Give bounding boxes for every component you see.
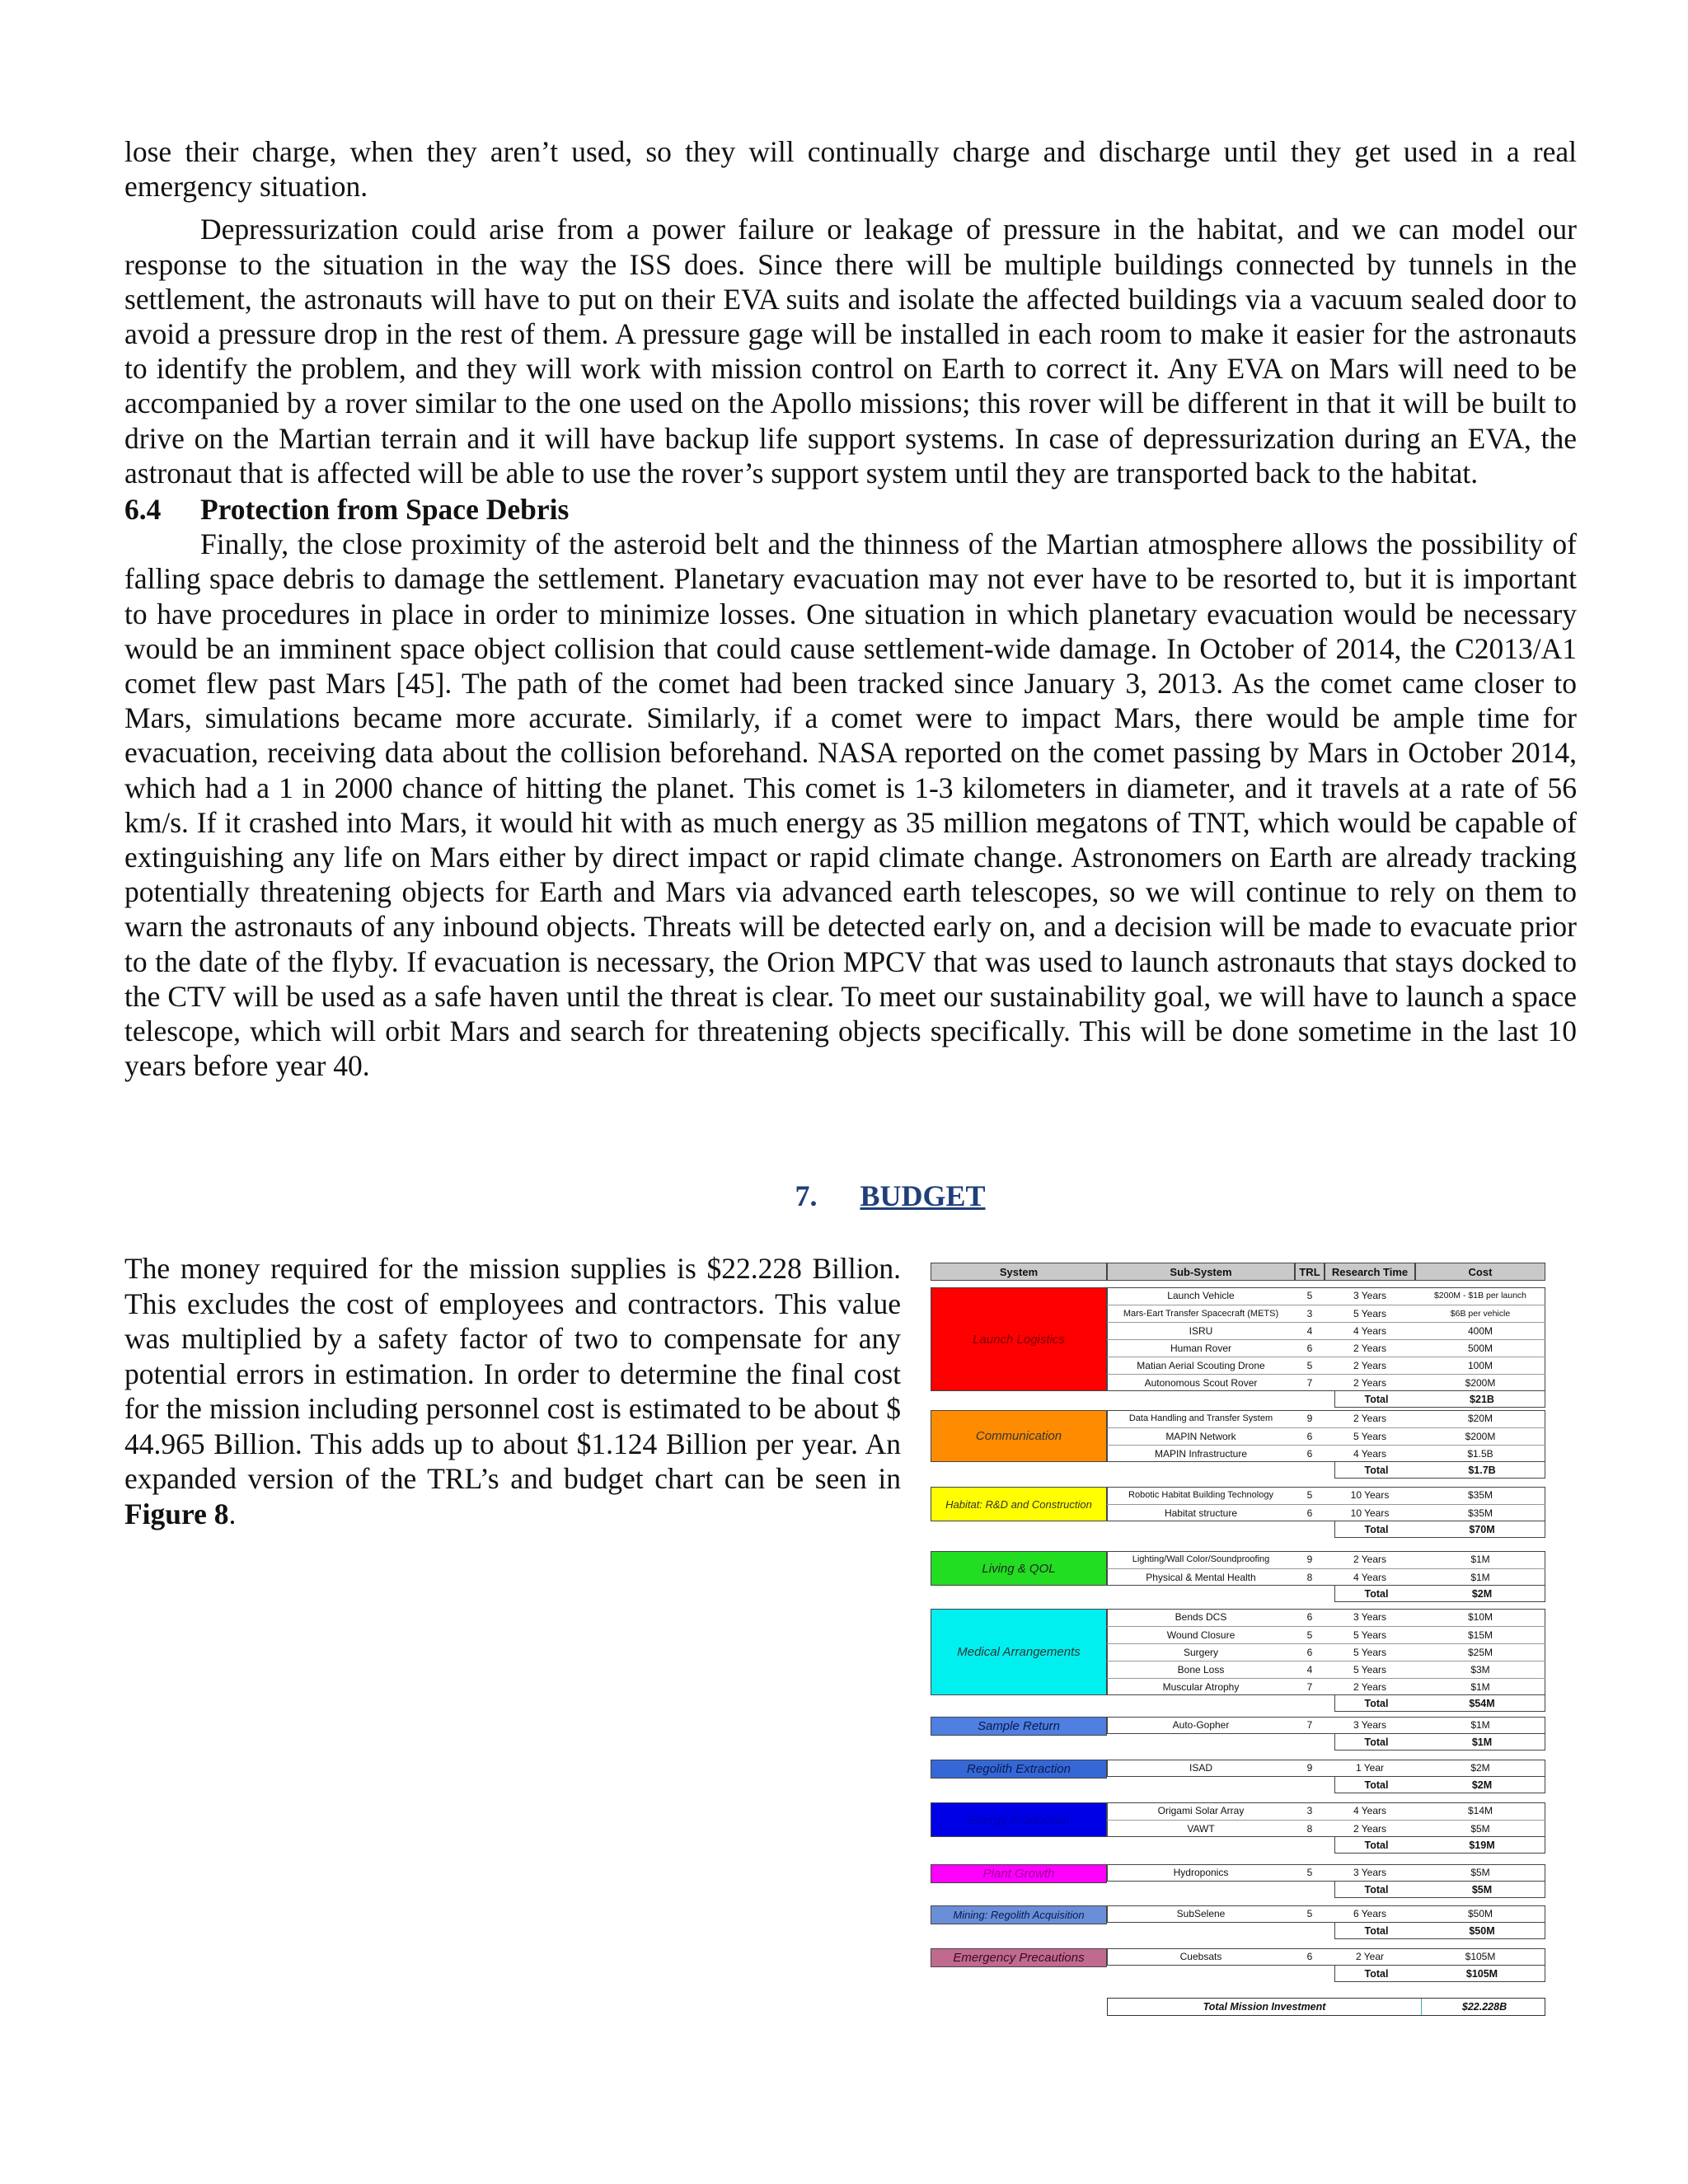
budget-section-title[interactable]: BUDGET (860, 1179, 986, 1212)
cell-trl: 9 (1306, 1554, 1313, 1565)
header-subsystem: Sub-System (1107, 1263, 1295, 1281)
cell-cost: $5M (1470, 1867, 1490, 1878)
cell-cost: $35M (1467, 1489, 1493, 1501)
cell-cost: $50M (1467, 1908, 1493, 1919)
budget-paragraph (124, 1251, 901, 1531)
cell-cost: $1M (1470, 1681, 1490, 1693)
cell-time: 2 Year (1355, 1951, 1385, 1962)
cell-trl: 5 (1306, 1867, 1313, 1878)
cell-sub: VAWT (1187, 1823, 1215, 1835)
cell-sub: Mars-Eart Transfer Spacecraft (METS) (1123, 1309, 1279, 1319)
cell-sub: Human Rover (1170, 1343, 1232, 1354)
cell-sub: Wound Closure (1166, 1629, 1236, 1641)
cell-trl: 5 (1306, 1489, 1313, 1501)
cell-cost: $200M - $1B per launch (1433, 1291, 1527, 1301)
table-row (1107, 1339, 1545, 1357)
total-label: Total (1364, 1968, 1389, 1980)
system-cell: Emergency Precautions (931, 1948, 1107, 1967)
system-cell: Living & QOL (931, 1551, 1107, 1586)
table-row (1107, 1568, 1545, 1586)
cell-sub: Bone Loss (1177, 1664, 1225, 1675)
grand-total-label: Total Mission Investment (1203, 2001, 1326, 2013)
cell-trl: 7 (1306, 1377, 1313, 1389)
table-row (1107, 1551, 1545, 1568)
cell-cost: $10M (1467, 1611, 1493, 1623)
cell-time: 10 Years (1350, 1507, 1390, 1519)
cell-sub: Origami Solar Array (1157, 1805, 1245, 1816)
table-row (1107, 1445, 1545, 1463)
cell-trl: 7 (1306, 1681, 1313, 1693)
cell-sub: Launch Vehicle (1167, 1290, 1235, 1301)
total-label: Total (1364, 1588, 1389, 1600)
cell-time: 4 Years (1353, 1448, 1387, 1460)
table-row (1107, 1661, 1545, 1679)
total-value: $54M (1469, 1698, 1495, 1709)
table-row (1107, 1305, 1545, 1323)
budget-heading (0, 1179, 1688, 1213)
group-total-row (1334, 1882, 1545, 1898)
section-title: Protection from Space Debris (200, 493, 570, 527)
cell-sub: MAPIN Infrastructure (1154, 1448, 1248, 1460)
cell-cost: $1M (1470, 1719, 1490, 1731)
total-value: $50M (1469, 1925, 1495, 1937)
table-row (1107, 1487, 1545, 1504)
table-row (1107, 1820, 1545, 1838)
table-row (1107, 1760, 1545, 1777)
cell-time: 2 Years (1353, 1377, 1387, 1389)
cell-trl: 8 (1306, 1572, 1313, 1583)
cell-time: 2 Years (1353, 1823, 1387, 1835)
cell-cost: $1M (1470, 1572, 1490, 1583)
cell-trl: 9 (1306, 1413, 1313, 1424)
table-row (1107, 1948, 1545, 1966)
group-total-row (1334, 1837, 1545, 1854)
group-total-row (1334, 1462, 1545, 1479)
grand-total-value: $22.228B (1421, 1999, 1547, 2015)
system-cell: Medical Arrangements (931, 1609, 1107, 1695)
cell-sub: Autonomous Scout Rover (1144, 1377, 1258, 1389)
cell-cost: $1.5B (1467, 1448, 1493, 1460)
table-row (1107, 1678, 1545, 1696)
table-row (1107, 1374, 1545, 1392)
cell-cost: $2M (1470, 1762, 1490, 1774)
table-row (1107, 1504, 1545, 1522)
total-value: $1.7B (1468, 1465, 1496, 1476)
group-total-row (1334, 1521, 1545, 1538)
cell-cost: 100M (1467, 1360, 1493, 1371)
total-label: Total (1364, 1698, 1389, 1709)
group-total-row (1334, 1695, 1545, 1712)
cell-sub: Surgery (1183, 1647, 1219, 1658)
table-row (1107, 1905, 1545, 1923)
table-row (1107, 1322, 1545, 1340)
depressurization-paragraph: Depressurization could arise from a power failure or leakage of pressure in the habitat, and we can model our response to the situation in the way the ISS does. Since there will be multiple buildings connected by tunnels in the settlement, the astronauts will have to put on their EVA suits and isolate the affected buildings via a vacuum sealed door to avoid a pressure drop in the rest of them. A pressure gage will be installed in each room to make it easier for the astronauts to identify the problem, and they will work with mission control on Earth to correct it. Any EVA on Mars will need to be accompanied by a rover similar to the one used on the Apollo missions; this rover will be different in that it will be built to drive on the Martian terrain and it will have backup life support systems. In case of depressurization during an EVA, the astronaut that is affected will be able to use the rover’s support system until they are transported back to the habitat. (124, 213, 1577, 490)
table-row (1107, 1626, 1545, 1644)
system-cell: Plant Growth (931, 1864, 1107, 1883)
total-label: Total (1364, 1884, 1389, 1896)
cell-sub: SubSelene (1176, 1908, 1226, 1919)
cell-trl: 4 (1306, 1664, 1313, 1675)
cell-sub: ISAD (1189, 1762, 1212, 1774)
cell-trl: 6 (1306, 1431, 1313, 1442)
total-value: $21B (1470, 1394, 1494, 1405)
cell-trl: 6 (1306, 1647, 1313, 1658)
cell-cost: $1M (1470, 1554, 1490, 1565)
total-value: $19M (1469, 1840, 1495, 1851)
system-cell: Launch Logistics (931, 1287, 1107, 1391)
group-total-row (1334, 1777, 1545, 1793)
cell-time: 1 Year (1355, 1762, 1385, 1774)
budget-section-number: 7. (795, 1179, 818, 1212)
figure-reference: Figure 8 (124, 1497, 229, 1530)
system-cell: Sample Return (931, 1717, 1107, 1736)
cell-sub: Lighting/Wall Color/Soundproofing (1132, 1554, 1270, 1564)
cell-trl: 5 (1306, 1629, 1313, 1641)
table-row (1107, 1717, 1545, 1734)
cell-time: 6 Years (1353, 1908, 1387, 1919)
cell-time: 10 Years (1350, 1489, 1390, 1501)
cell-sub: Bends DCS (1175, 1611, 1227, 1623)
cell-time: 4 Years (1353, 1572, 1387, 1583)
total-value: $105M (1465, 1968, 1498, 1980)
cell-trl: 6 (1306, 1611, 1313, 1623)
cell-sub: Hydroponics (1173, 1867, 1229, 1878)
cell-time: 5 Years (1353, 1629, 1387, 1641)
grand-total-row (1107, 1998, 1545, 2016)
cell-trl: 8 (1306, 1823, 1313, 1835)
budget-text-end: . (228, 1497, 237, 1530)
budget-text-body: The money required for the mission supplies is $22.228 Billion. This excludes the cost of employees and contractors. This value was multiplied by a safety factor of two to compensate for any potential errors in estimation. In order to determine the final cost for the mission including personnel cost is estimated to be about $ 44.965 Billion. This adds up to about $1.124 Billion per year. An expanded version of the TRL’s and budget chart can be seen in (124, 1252, 901, 1495)
cell-sub: Auto-Gopher (1172, 1719, 1230, 1731)
table-row (1107, 1427, 1545, 1446)
header-cost: Cost (1415, 1263, 1545, 1281)
table-row (1107, 1864, 1545, 1882)
cell-time: 3 Years (1353, 1611, 1387, 1623)
cell-cost: $5M (1470, 1823, 1490, 1835)
cell-time: 2 Years (1353, 1413, 1387, 1424)
system-cell: Communication (931, 1410, 1107, 1462)
cell-time: 2 Years (1353, 1681, 1387, 1693)
total-label: Total (1364, 1524, 1389, 1535)
cell-time: 3 Years (1353, 1867, 1387, 1878)
cell-cost: 400M (1467, 1325, 1493, 1337)
group-total-row (1334, 1734, 1545, 1750)
total-label: Total (1364, 1925, 1389, 1937)
total-value: $2M (1471, 1779, 1493, 1791)
cell-sub: Cuebsats (1179, 1951, 1222, 1962)
table-row (1107, 1357, 1545, 1375)
cell-cost: $200M (1465, 1431, 1496, 1442)
cell-time: 2 Years (1353, 1360, 1387, 1371)
total-value: $1M (1471, 1736, 1493, 1748)
cell-time: 5 Years (1353, 1664, 1387, 1675)
cell-sub: Matian Aerial Scouting Drone (1137, 1360, 1265, 1371)
cell-cost: $3M (1470, 1664, 1490, 1675)
system-cell: Regolith Extraction (931, 1760, 1107, 1779)
space-debris-paragraph: Finally, the close proximity of the asteroid belt and the thinness of the Martian atmosphere allows the possibility of falling space debris to damage the settlement. Planetary evacuation may not ever have to be resorted to, but it is important to have procedures in place in order to minimize losses. One situation in which planetary evacuation would be necessary would be an imminent space object collision that could cause settlement-wide damage. In October of 2014, the C2013/A1 comet flew past Mars [45]. The path of the comet had been tracked since January 3, 2013. As the comet came closer to Mars, simulations became more accurate. Similarly, if a comet were to impact Mars, there would be ample time for evacuation, receiving data about the collision beforehand. NASA reported on the comet passing by Mars in October 2014, which had a 1 in 2000 chance of hitting the planet. This comet is 1-3 kilometers in diameter, and it travels at a rate of 56 km/s. If it crashed into Mars, it would hit with as much energy as 35 million megatons of TNT, which would be capable of extinguishing any life on Mars either by direct impact or rapid climate change. Astronomers on Earth are already tracking potentially threatening objects for Earth and Mars via advanced earth telescopes, so we will continue to rely on them to warn the astronauts of any inbound objects. Threats will be detected early on, and a decision will be made to evacuate prior to the date of the flyby. If evacuation is necessary, the Orion MPCV that was used to launch astronauts that stays docked to the CTV will be used as a safe haven until the threat is clear. To meet our sustainability goal, we will have to launch a space telescope, which will orbit Mars and search for threatening objects specifically. This will be done sometime in the last 10 years before year 40. (124, 527, 1577, 1083)
group-total-row (1334, 1923, 1545, 1939)
cell-cost: $25M (1467, 1647, 1493, 1658)
header-trl: TRL (1295, 1263, 1325, 1281)
total-value: $5M (1471, 1884, 1493, 1896)
total-value: $2M (1471, 1588, 1493, 1600)
section-number: 6.4 (124, 493, 162, 527)
cell-trl: 6 (1306, 1343, 1313, 1354)
total-label: Total (1364, 1736, 1389, 1748)
body-text-column (124, 134, 1577, 1083)
cell-time: 2 Years (1353, 1343, 1387, 1354)
cell-sub: Muscular Atrophy (1162, 1681, 1240, 1693)
cell-sub: ISRU (1189, 1325, 1213, 1337)
cell-cost: $200M (1465, 1377, 1496, 1389)
cell-time: 5 Years (1353, 1308, 1387, 1319)
table-row (1107, 1410, 1545, 1427)
cell-trl: 6 (1306, 1507, 1313, 1519)
cell-cost: 500M (1467, 1343, 1493, 1354)
cell-sub: Robotic Habitat Building Technology (1128, 1490, 1273, 1500)
cell-sub: Physical & Mental Health (1146, 1572, 1256, 1583)
group-total-row (1334, 1586, 1545, 1602)
cell-cost: $105M (1465, 1951, 1496, 1962)
cell-time: 3 Years (1353, 1290, 1387, 1301)
table-row (1107, 1802, 1545, 1820)
cell-trl: 6 (1306, 1951, 1313, 1962)
cell-sub: MAPIN Network (1165, 1431, 1236, 1442)
total-label: Total (1364, 1465, 1389, 1476)
cell-trl: 6 (1306, 1448, 1313, 1460)
table-row (1107, 1643, 1545, 1661)
cell-sub: Habitat structure (1164, 1507, 1238, 1519)
cell-cost: $6B per vehicle (1450, 1309, 1511, 1319)
intro-paragraph: lose their charge, when they aren’t used, so they will continually charge and discharge until they get used in a real emergency situation. (124, 135, 1577, 204)
system-cell: Energy Production (931, 1802, 1107, 1837)
cell-time: 2 Years (1353, 1554, 1387, 1565)
cell-cost: $15M (1467, 1629, 1493, 1641)
group-total-row (1334, 1966, 1545, 1982)
cell-cost: $35M (1467, 1507, 1493, 1519)
cell-trl: 4 (1306, 1325, 1313, 1337)
cell-trl: 9 (1306, 1762, 1313, 1774)
group-total-row (1334, 1391, 1545, 1408)
section-heading-6-4 (124, 492, 1577, 527)
total-value: $70M (1469, 1524, 1495, 1535)
cell-time: 5 Years (1353, 1647, 1387, 1658)
cell-trl: 3 (1306, 1308, 1313, 1319)
cell-trl: 5 (1306, 1908, 1313, 1919)
cell-time: 3 Years (1353, 1719, 1387, 1731)
cell-time: 4 Years (1353, 1325, 1387, 1337)
system-cell: Habitat: R&D and Construction (931, 1487, 1107, 1521)
cell-trl: 5 (1306, 1290, 1313, 1301)
cell-sub: Data Handling and Transfer System (1128, 1413, 1273, 1423)
cell-time: 4 Years (1353, 1805, 1387, 1816)
cell-cost: $20M (1467, 1413, 1493, 1424)
budget-table-figure (931, 1263, 1545, 2017)
total-label: Total (1364, 1394, 1389, 1405)
header-research-time: Research Time (1325, 1263, 1415, 1281)
total-label: Total (1364, 1779, 1389, 1791)
table-row (1107, 1287, 1545, 1305)
cell-trl: 5 (1306, 1360, 1313, 1371)
header-system: System (931, 1263, 1107, 1281)
system-cell: Mining: Regolith Acquisition (931, 1905, 1107, 1924)
table-row (1107, 1609, 1545, 1626)
total-label: Total (1364, 1840, 1389, 1851)
cell-trl: 3 (1306, 1805, 1313, 1816)
cell-cost: $14M (1467, 1805, 1493, 1816)
cell-time: 5 Years (1353, 1431, 1387, 1442)
cell-trl: 7 (1306, 1719, 1313, 1731)
